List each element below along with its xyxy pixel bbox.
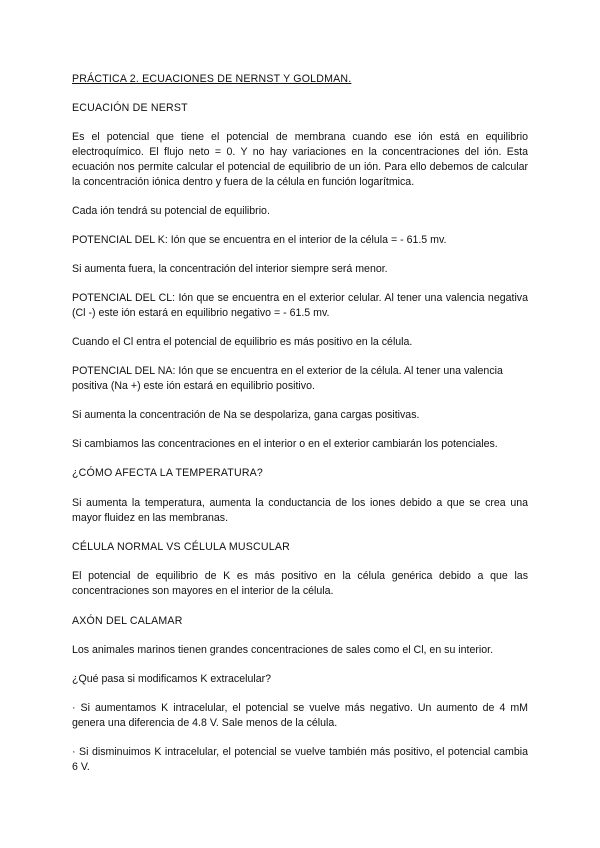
paragraph-concentration-change: Si cambiamos las concentraciones en el interior o en el exterior cambiarán los potenciales. bbox=[72, 438, 498, 450]
section-heading-cell-comparison: CÉLULA NORMAL VS CÉLULA MUSCULAR bbox=[72, 541, 290, 553]
document-title: PRÁCTICA 2. ECUACIONES DE NERNST Y GOLDMAN. bbox=[72, 73, 352, 85]
paragraph-sodium-potential: POTENCIAL DEL NA: Ión que se encuentra en el exterior de la célula. Al tener una valencia positiva (Na +) este ión estará en equilibrio positivo. bbox=[72, 365, 503, 392]
bullet-increase-k: · Si aumentamos K intracelular, el potencial se vuelve más negativo. Un aumento de 4 mM genera una diferencia de 4.8 V. Sale menos de la célula. bbox=[72, 702, 528, 729]
paragraph-chloride-enters: Cuando el Cl entra el potencial de equilibrio es más positivo en la célula. bbox=[72, 336, 413, 348]
section-heading-squid-axon: AXÓN DEL CALAMAR bbox=[72, 615, 183, 627]
paragraph-sodium-depolarize: Si aumenta la concentración de Na se despolariza, gana cargas positivas. bbox=[72, 409, 420, 421]
paragraph-marine-animals: Los animales marinos tienen grandes concentraciones de sales como el Cl, en su interior. bbox=[72, 644, 494, 656]
section-heading-nernst: ECUACIÓN DE NERST bbox=[72, 102, 188, 114]
paragraph-equilibrium: Cada ión tendrá su potencial de equilibrio. bbox=[72, 205, 270, 217]
paragraph-potassium-potential: POTENCIAL DEL K: Ión que se encuentra en el interior de la célula = - 61.5 mv. bbox=[72, 234, 447, 246]
paragraph-chloride-potential: POTENCIAL DEL CL: Ión que se encuentra en el exterior celular. Al tener una valencia negativa (Cl -) este ión estará en equilibrio negativo = - 61.5 mv. bbox=[72, 292, 528, 319]
paragraph-temperature: Si aumenta la temperatura, aumenta la conductancia de los iones debido a que se crea una mayor fluidez en las membranas. bbox=[72, 497, 528, 524]
paragraph-potassium-outside: Si aumenta fuera, la concentración del interior siempre será menor. bbox=[72, 263, 388, 275]
paragraph-question-k: ¿Qué pasa si modificamos K extracelular? bbox=[72, 673, 272, 685]
bullet-decrease-k: · Si disminuimos K intracelular, el potencial se vuelve también más positivo, el potencial cambia 6 V. bbox=[72, 746, 528, 773]
section-heading-temperature: ¿CÓMO AFECTA LA TEMPERATURA? bbox=[72, 467, 264, 479]
paragraph-nernst-definition: Es el potencial que tiene el potencial de membrana cuando ese ión está en equilibrio electroquímico. El flujo neto = 0. Y no hay variaciones en la concentraciones del ión. Esta ecuación nos permite calcular el potencial de equilibrio de un ión. Para ello debemos de calcular la concentración iónica dentro y fuera de la célula en función logarítmica. bbox=[72, 131, 528, 188]
paragraph-cell-comparison: El potencial de equilibrio de K es más positivo en la célula genérica debido a que las concentraciones son mayores en el interior de la célula. bbox=[72, 570, 528, 597]
